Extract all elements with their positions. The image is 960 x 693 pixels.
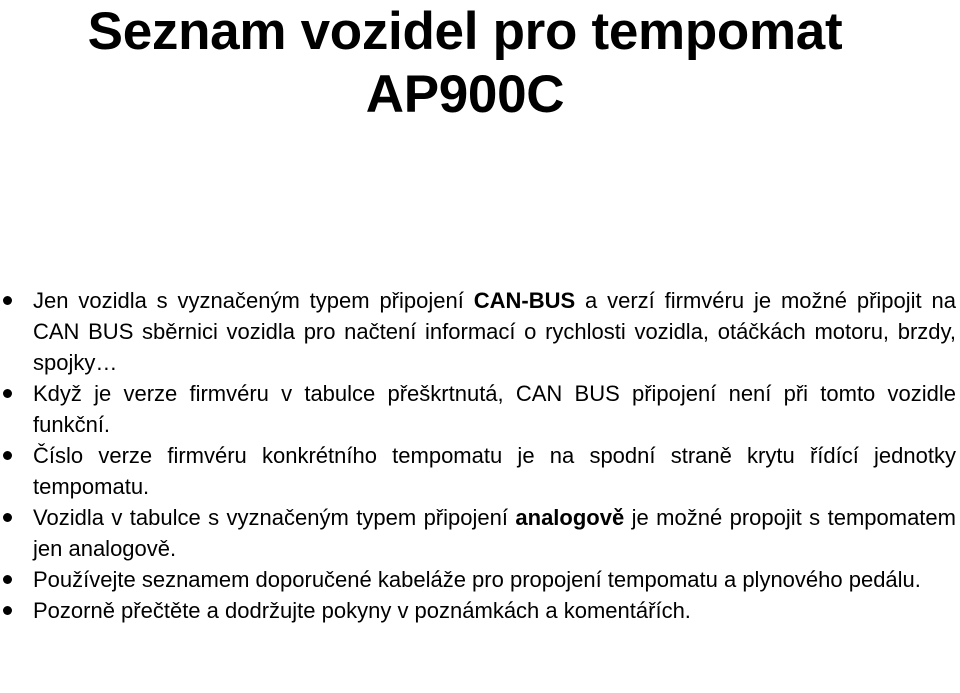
- page-title: [0, 0, 930, 126]
- bullet-text-part: je možné propojit s tempomatem jen analogově.: [33, 505, 956, 561]
- bullet-list: [0, 285, 960, 626]
- bullet-dot-icon: [3, 575, 12, 584]
- bullet-text: [33, 288, 956, 375]
- bullet-text: Když je verze firmvéru v tabulce přeškrtnutá, CAN BUS připojení není při tomto vozidle funkční.: [33, 381, 956, 437]
- bullet-text: [33, 505, 956, 561]
- bullet-text-part: Vozidla v tabulce s vyznačeným typem připojení: [33, 505, 516, 530]
- bullet-item: [0, 502, 960, 564]
- bullet-text-part: a verzí firmvéru je možné připojit na CAN BUS sběrnici vozidla pro načtení informací o rychlosti vozidla, otáčkách motoru, brzdy, spojky…: [33, 288, 956, 375]
- bullet-dot-icon: [3, 606, 12, 615]
- bullet-item: [0, 285, 960, 378]
- bullet-dot-icon: [3, 451, 12, 460]
- bullet-text: Pozorně přečtěte a dodržujte pokyny v poznámkách a komentářích.: [33, 598, 691, 623]
- bullet-text: Číslo verze firmvéru konkrétního tempomatu je na spodní straně krytu řídící jednotky tempomatu.: [33, 443, 956, 499]
- page-title-line-2: AP900C: [365, 65, 565, 124]
- bullet-dot-icon: [3, 513, 12, 522]
- bullet-item: [0, 564, 960, 595]
- bullet-item: [0, 595, 960, 626]
- bullet-item: [0, 378, 960, 440]
- bullet-item: [0, 440, 960, 502]
- bullet-text: Používejte seznamem doporučené kabeláže pro propojení tempomatu a plynového pedálu.: [33, 567, 921, 592]
- bullet-dot-icon: [3, 389, 12, 398]
- page-title-line-1: Seznam vozidel pro tempomat: [87, 2, 843, 61]
- bullet-text-part: Jen vozidla s vyznačeným typem připojení: [33, 288, 474, 313]
- bullet-text-bold: CAN-BUS: [473, 288, 576, 313]
- bullet-text-bold: analogově: [515, 505, 625, 530]
- bullet-dot-icon: [3, 296, 12, 305]
